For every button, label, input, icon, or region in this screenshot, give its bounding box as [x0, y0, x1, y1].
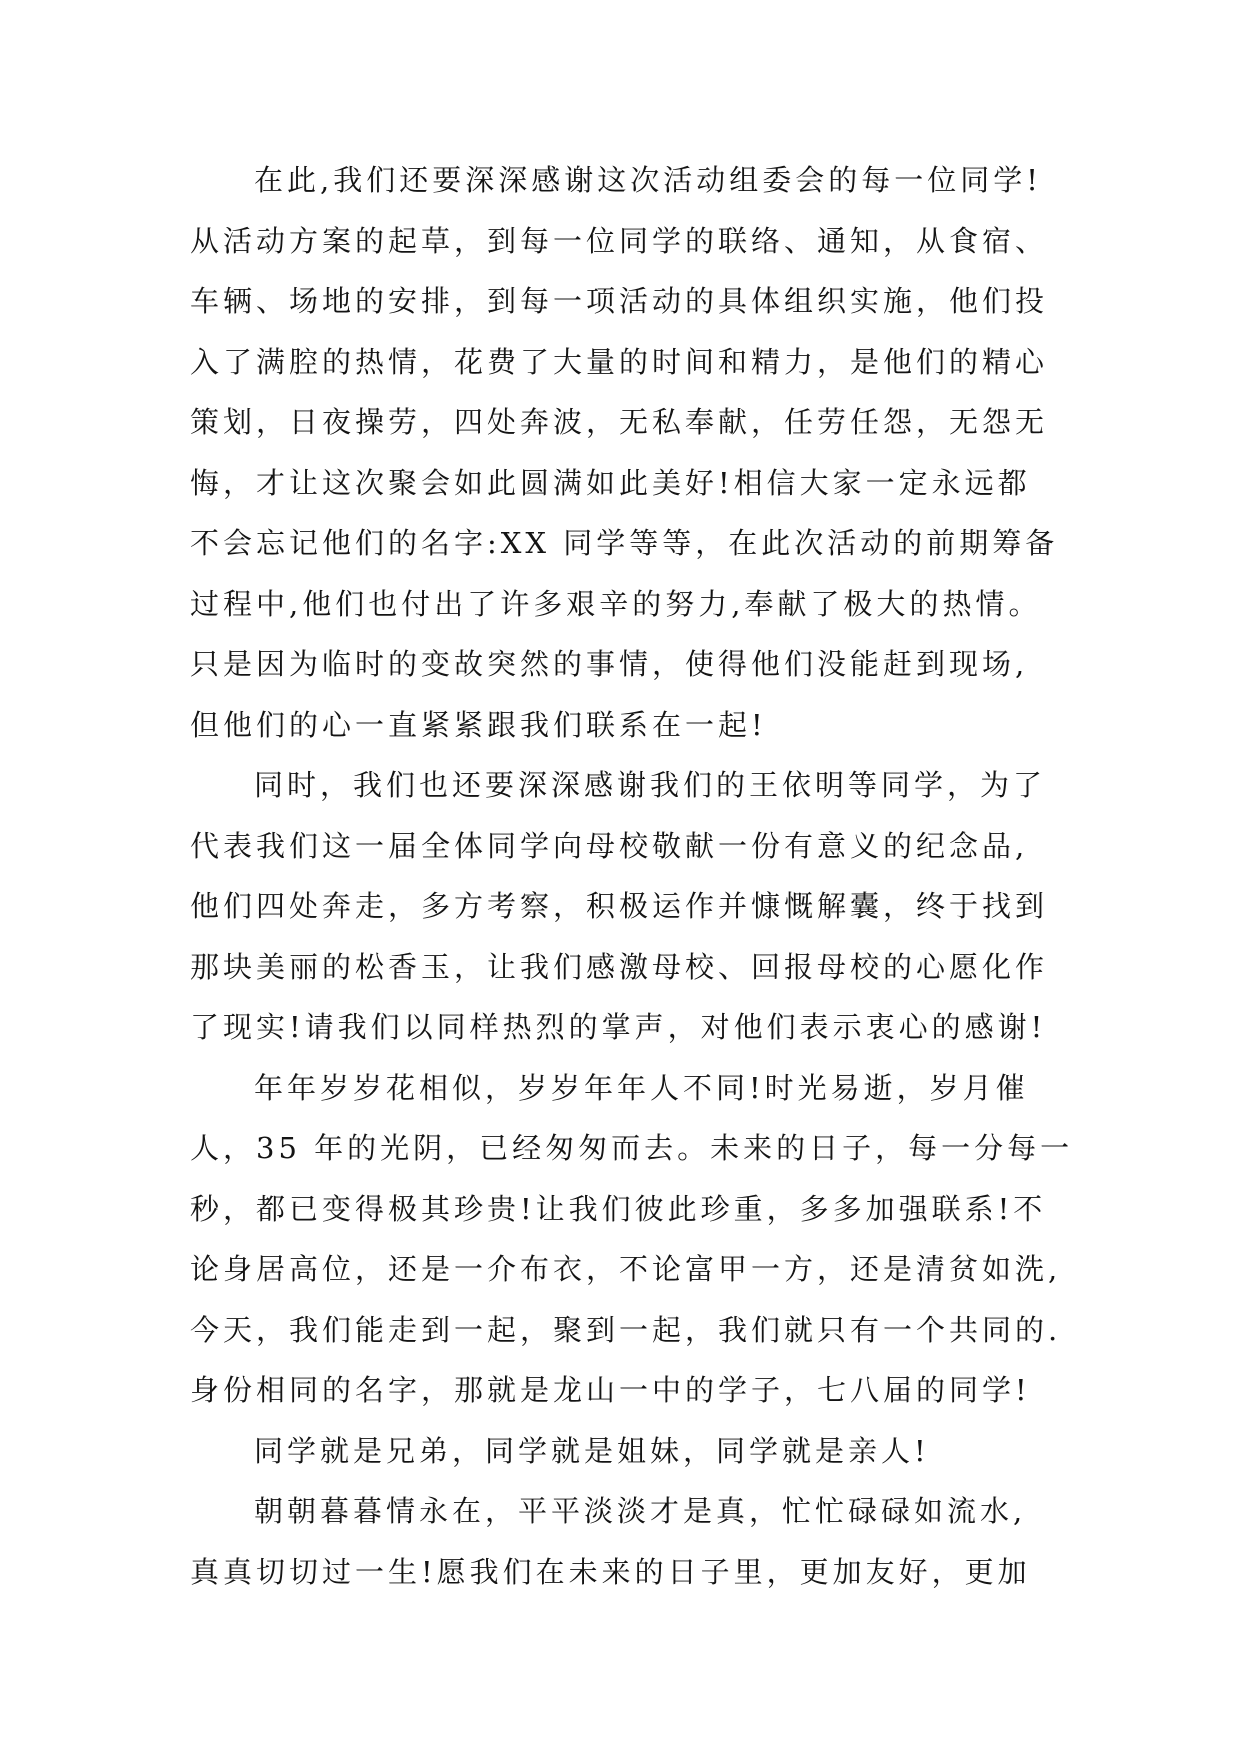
text-line: 身份相同的名字，那就是龙山一中的学子，七八届的同学! — [190, 1373, 1031, 1407]
text-line: 人，35 年的光阴，已经匆匆而去。未来的日子，每一分每一 — [190, 1131, 1074, 1165]
text-line: 秒，都已变得极其珍贵!让我们彼此珍重，多多加强联系!不 — [190, 1191, 1047, 1226]
text-line: 车辆、场地的安排，到每一项活动的具体组织实施，他们投 — [190, 284, 1049, 318]
text-line: 只是因为临时的变故突然的事情，使得他们没能赶到现场, — [190, 647, 1029, 681]
text-line: 同学就是兄弟，同学就是姐妹，同学就是亲人! — [254, 1433, 930, 1468]
text-line: 不会忘记他们的名字:XX 同学等等，在此次活动的前期筹备 — [190, 526, 1059, 560]
text-line: 入了满腔的热情，花费了大量的时间和精力，是他们的精心 — [190, 344, 1049, 379]
text-line: 策划，日夜操劳，四处奔波，无私奉献，任劳任怨，无怨无 — [190, 405, 1049, 439]
text-line: 朝朝暮暮情永在，平平淡淡才是真，忙忙碌碌如流水, — [254, 1494, 1027, 1528]
text-line: 今天，我们能走到一起，聚到一起，我们就只有一个共同的. — [190, 1312, 1062, 1347]
text-line: 年年岁岁花相似，岁岁年年人不同!时光易逝，岁月催 — [254, 1070, 1029, 1105]
text-line: 真真切切过一生!愿我们在未来的日子里，更加友好，更加 — [190, 1554, 1031, 1589]
text-line: 论身居高位，还是一介布衣，不论富甲一方，还是清贫如洗, — [190, 1252, 1062, 1286]
text-line: 在此,我们还要深深感谢这次活动组委会的每一位同学! — [254, 163, 1042, 197]
text-line: 从活动方案的起草，到每一位同学的联络、通知，从食宿、 — [190, 223, 1049, 258]
document-body — [190, 150, 1074, 1602]
text-line: 同时，我们也还要深深感谢我们的王依明等同学，为了 — [254, 768, 1047, 802]
text-line: 那块美丽的松香玉，让我们感激母校、回报母校的心愿化作 — [190, 949, 1049, 984]
text-line: 悔，才让这次聚会如此圆满如此美好!相信大家一定永远都 — [190, 465, 1031, 500]
text-line: 过程中,他们也付出了许多艰辛的努力,奉献了极大的热情。 — [190, 586, 1042, 621]
text-line: 他们四处奔走，多方考察，积极运作并慷慨解囊，终于找到 — [190, 889, 1049, 923]
text-line: 了现实!请我们以同样热烈的掌声，对他们表示衷心的感谢! — [190, 1010, 1047, 1044]
text-line: 代表我们这一届全体同学向母校敬献一份有意义的纪念品, — [190, 828, 1029, 863]
text-line: 但他们的心一直紧紧跟我们联系在一起! — [190, 707, 767, 742]
